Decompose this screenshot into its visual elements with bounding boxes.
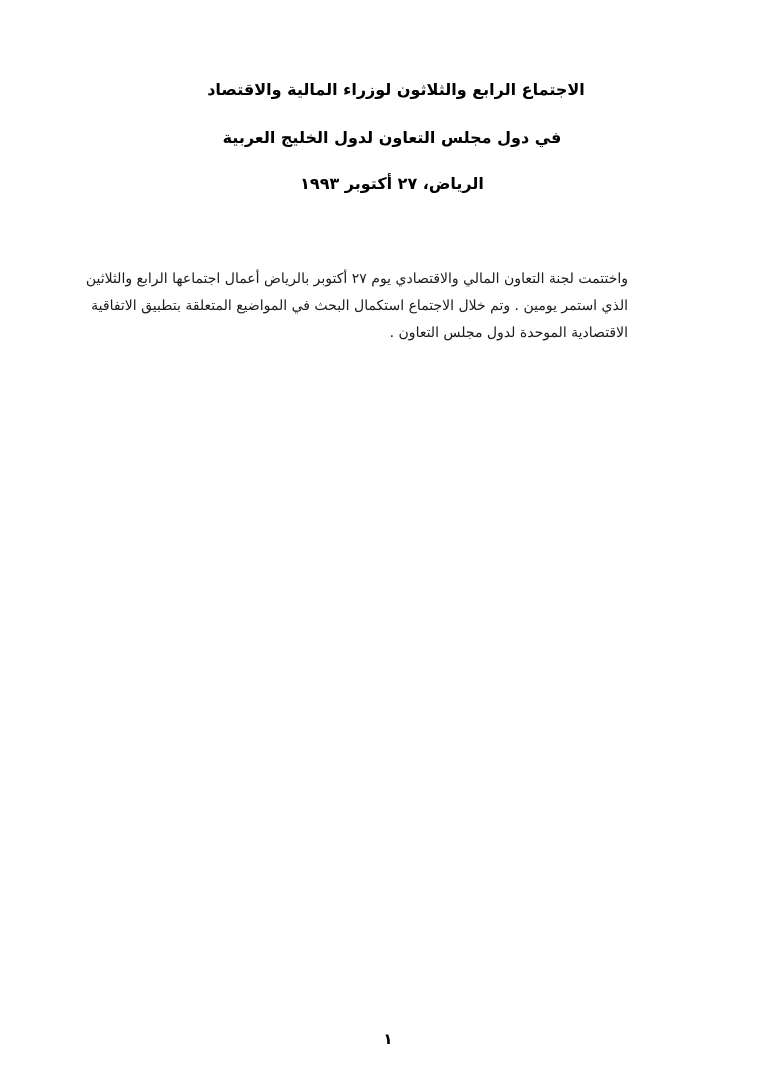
body-line: واختتمت لجنة التعاون المالي والاقتصادي يوم ٢٧ أكتوبر بالرياض أعمال اجتماعها الرابع والثلاثين — [85, 271, 628, 287]
body-paragraph — [85, 266, 628, 347]
document-subtitle: في دول مجلس التعاون لدول الخليج العربية — [222, 128, 562, 147]
document-dateline: الرياض، ٢٧ أكتوبر ١٩٩٣ — [300, 174, 484, 193]
document-title: الاجتماع الرابع والثلاثون لوزراء المالية والاقتصاد — [207, 80, 585, 99]
body-line: الذي استمر يومين . وتم خلال الاجتماع استكمال البحث في المواضيع المتعلقة بتطبيق الاتفاقية — [91, 298, 628, 314]
page-number: ١ — [383, 1030, 393, 1048]
body-line: الاقتصادية الموحدة لدول مجلس التعاون . — [389, 325, 628, 341]
